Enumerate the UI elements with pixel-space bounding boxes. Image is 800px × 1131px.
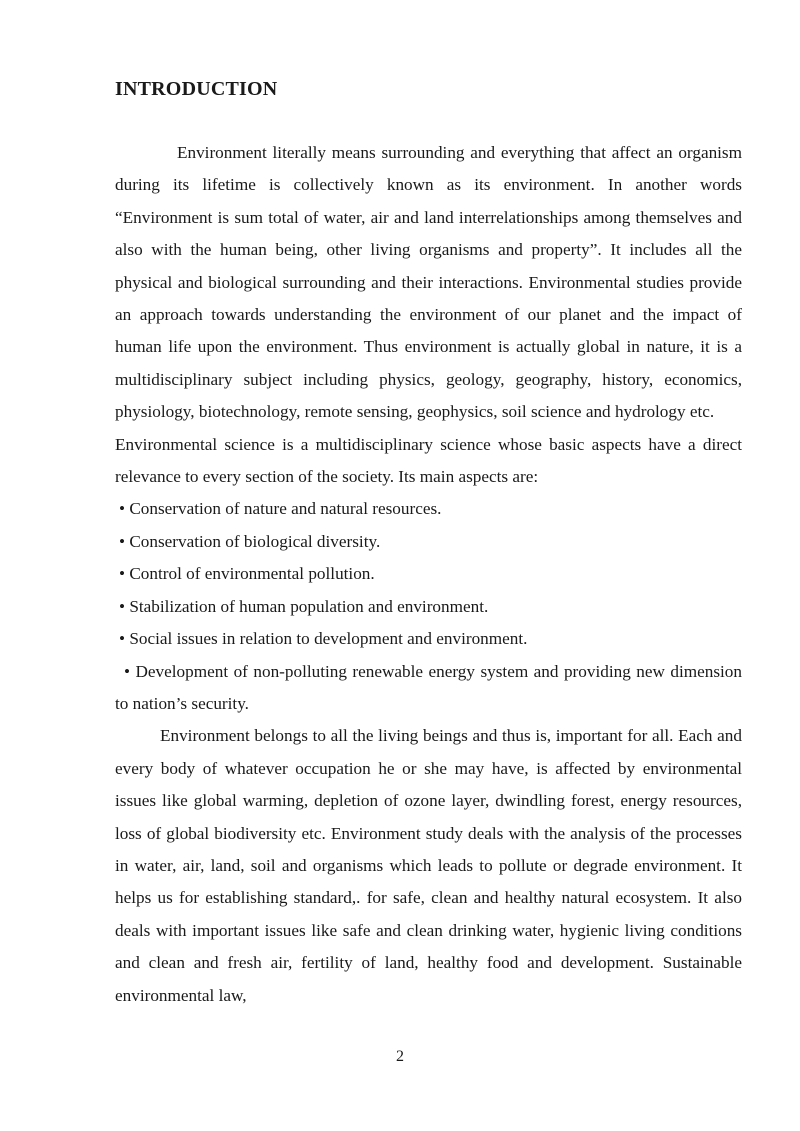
list-item xyxy=(115,656,742,721)
list-item xyxy=(115,558,742,590)
paragraph-definition: Environment literally means surrounding and everything that affect an organism during its lifetime is collectively known as its environment. In another words “Environment is sum total of water, air and land interrelationships among themselves and also with the human being, other living organisms and property”. It includes all the physical and biological surrounding and their interactions. Environmental studies provide an approach towards understanding the environment of our planet and the impact of human life upon the environment. Thus environment is actually global in nature, it is a multidisciplinary subject including physics, geology, geography, history, economics, physiology, biotechnology, remote sensing, geophysics, soil science and hydrology etc. xyxy=(115,143,742,422)
list-item-text: Control of environmental pollution. xyxy=(129,564,375,584)
page-number: 2 xyxy=(396,1048,404,1065)
paragraph-aspects-intro: Environmental science is a multidisciplinary science whose basic aspects have a direct relevance to every section of the society. Its main aspects are: xyxy=(115,434,742,487)
paragraph-importance: Environment belongs to all the living beings and thus is, important for all. Each and every body of whatever occupation he or she may have, is affected by environmental issues like global warming, depletion of ozone layer, dwindling forest, energy resources, loss of global biodiversity etc. Environment study deals with the analysis of the processes in water, air, land, soil and organisms which leads to pollute or degrade environment. It helps us for establishing standard,. for safe, clean and healthy natural ecosystem. It also deals with important issues like safe and clean drinking water, hygienic living conditions and clean and fresh air, fertility of land, healthy food and development. Sustainable environmental law, xyxy=(115,726,742,1005)
aspects-list xyxy=(115,493,742,720)
bullet-icon: • xyxy=(119,629,126,649)
list-item-text: Conservation of biological diversity. xyxy=(129,531,381,551)
bullet-icon: • xyxy=(119,596,126,616)
list-item xyxy=(115,623,742,655)
body-text xyxy=(115,137,742,1012)
list-item xyxy=(115,493,742,525)
list-item xyxy=(115,591,742,623)
list-item-text: Social issues in relation to development and environment. xyxy=(129,629,528,649)
list-item xyxy=(115,526,742,558)
bullet-icon: • xyxy=(119,531,126,551)
bullet-icon: • xyxy=(119,564,126,584)
bullet-icon: • xyxy=(119,499,126,519)
list-item-text: Stabilization of human population and environment. xyxy=(129,596,489,616)
section-heading: INTRODUCTION xyxy=(115,78,278,100)
bullet-icon: • xyxy=(124,661,131,681)
list-item-text: Development of non-polluting renewable energy system and providing new dimension to nation’s security. xyxy=(115,661,742,713)
list-item-text: Conservation of nature and natural resources. xyxy=(129,499,442,519)
